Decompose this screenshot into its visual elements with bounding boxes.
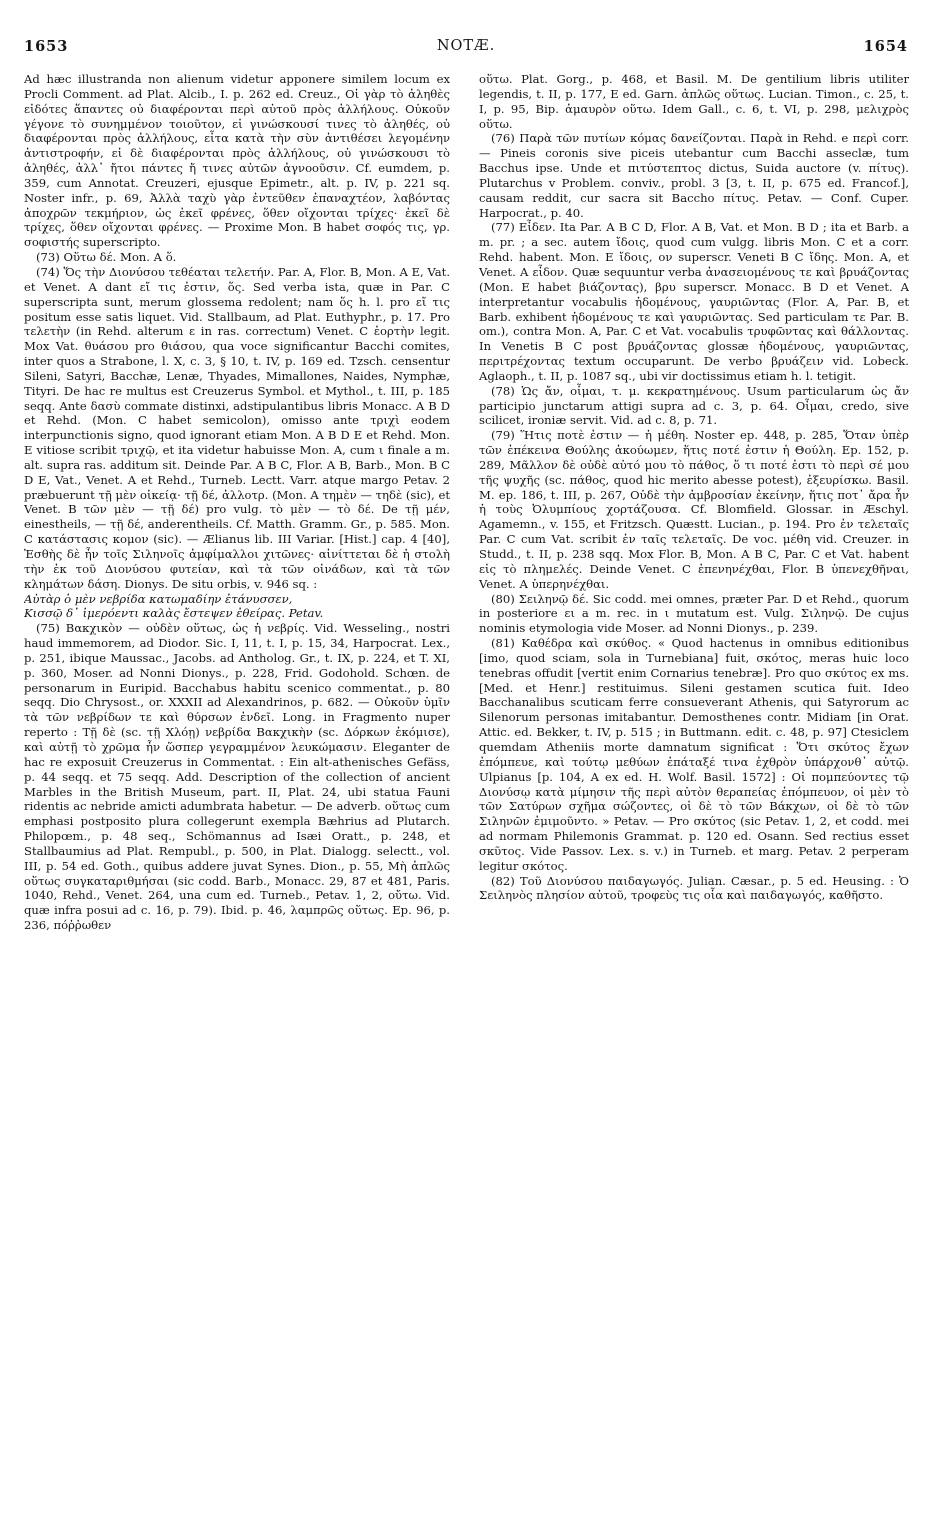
note-76: (76) Παρὰ τῶν πυτίων κόμας δανείζονται. Παρὰ in Rehd. e περὶ corr. — Pineis coronis sive piceis utebantur cum Bacchi asseclæ, tum Bacchus ipse. Unde et πιτύστεπτος dictus, Suida auctore (v. πίτυς). Plutarchus v Problem. conviv., probl. 3 [3, t. II, p. 675 ed. Francof.], causam reddit, cur sacra sit Baccho πίτυς. Petav. — Conf. Cuper. Harpocrat., p. 40. (479, 131, 909, 220)
running-title: NOTÆ. (436, 38, 496, 54)
note-paragraph: οὕτω. Plat. Gorg., p. 468, et Basil. M. De gentilium libris utiliter legendis, t. II, p. 177, E ed. Garn. ἁπλῶς οὕτως. Lucian. Timon., c. 25, t. I, p. 95, Bip. ἀμαυρὸν οὕτω. Idem Gall., c. 6, t. VI, p. 298, μελιχρὸς οὕτω. (479, 72, 909, 131)
note-74: (74) Ὅς τὴν Διονύσου τεθέαται τελετήν. Par. A, Flor. B, Mon. A E, Vat. et Venet. A dant εἴ τις ἐστιν, ὅς. Sed verba ista, quæ in Par. C superscripta sunt, merum glossema redolent; nam ὅς h. l. pro εἴ τις positum esse satis liquet. Vid. Stallbaum, ad Plat. Euthyphr., p. 17. Pro τελετὴν (in Rehd. alterum ε in ras. correctum) Venet. C ἑορτὴν legit. Mox Vat. θυάσου pro θιάσου, qua voce significantur Bacchi comites, inter quos a Strabone, l. X, c. 3, § 10, t. IV, p. 169 ed. Tzsch. censentur Sileni, Satyri, Bacchæ, Lenæ, Thyades, Mimallones, Naides, Nymphæ, Tityri. De hac re multus est Creuzerus Symbol. et Mythol., t. III, p. 185 seqq. Ante δασὺ commate distinxi, adstipulantibus libris Monacc. A B D et Rehd. (Mon. C habet semicolon), omisso ante τριχὶ eodem interpunctionis signo, quod ignorant etiam Mon. A B D E et Rehd. Mon. E vitiose scribit τριχῷ, et ita videtur habuisse Mon. A, cum ι finale a m. alt. supra ras. additum sit. Deinde Par. A B C, Flor. A B, Barb., Mon. B C D E, Vat., Venet. A et Rehd., Turneb. Lectt. Varr. atque margo Petav. 2 præbuerunt τῇ μὲν οἰκείᾳ· τῇ δέ, ἀλλοτρ. (Mon. A τημὲν — τηδὲ (sic), et Venet. B τῶν μὲν — τῇ δέ) pro vulg. τὸ μὲν — τὸ δέ. De τῇ μέν, einestheils, — τῇ δέ, anderentheils. Cf. Matth. Gramm. Gr., p. 585. Mon. C κατάστασις κομον (sic). — Ælianus lib. III Variar. [Hist.] cap. 4 [40], Ἐσθὴς δὲ ἦν τοῖς Σιληνοῖς ἀμφίμαλλοι χιτῶνες· αἰνίττεται δὲ ἡ στολὴ τὴν ἐκ τοῦ Διονύσου φυτείαν, καὶ τὰ τῶν οἰνάδων, καὶ τὰ τῶν κλημάτων δάση. Dionys. De situ orbis, v. 946 sq. : (24, 264, 450, 591)
left-page-number: 1653 (24, 38, 69, 55)
note-77: (77) Εἶδεν. Ita Par. A B C D, Flor. A B, Vat. et Mon. B D ; ita et Barb. a m. pr. ; a sec. autem ἴδοις, quod cum vulgg. libris Mon. C et a corr. Rehd. habent. Mon. E ἴδοις, ον superscr. Veneti B C ἴδης. Mon. A, et Venet. A εἶδον. Quæ sequuntur verba ἀνασειομένους τε καὶ βρυάζοντας (Mon. E habet βιάζοντας), βρυ superscr. Monacc. B D et Venet. A interpretantur vocabulis ἡδομένους, γαυριῶντας (Flor. A, Par. B, et Barb. exhibent ἡδομένους τε καὶ γαυριῶντας. Sed particulam τε Par. B. om.), contra Mon. A, Par. C et Vat. vocabulis τρυφῶντας καὶ θάλλοντας. In Venetis B C post βρυάζοντας glossæ ἡδομένους, γαυριῶντας, περιτρέχοντας textum occuparunt. De verbo βρυάζειν vid. Lobeck. Aglaoph., t. II, p. 1087 sq., ubi vir doctissimus etiam h. l. tetigit. (479, 220, 909, 383)
note-80: (80) Σειληνῷ δέ. Sic codd. mei omnes, præter Par. D et Rehd., quorum in posteriore ει a m. rec. in ι mutatum est. Vulg. Σιληνῷ. De cujus nominis etymologia vide Moser. ad Nonni Dionys., p. 239. (479, 591, 909, 636)
running-header (24, 38, 908, 58)
note-75: (75) Βακχικὸν — οὐδὲν οὕτως, ὡς ἡ νεβρίς. Vid. Wesseling., nostri haud immemorem, ad Diodor. Sic. I, 11, t. I, p. 15, 34, Harpocrat. Lex., p. 251, ibique Maussac., Jacobs. ad Antholog. Gr., t. IX, p. 224, et T. XI, p. 360, Moser. ad Nonni Dionys., p. 228, Frid. Godohold. Schœn. de personarum in Euripid. Bacchabus habitu scenico commentat., p. 80 seqq. Dio Chrysost., or. XXXII ad Alexandrinos, p. 682. — Οὐκοῦν ὑμῖν τὰ τῶν νεβρίδων τε καὶ θύρσων ἐνδεῖ. Long. in Fragmento nuper reperto : Τῇ δὲ (sc. τῇ Χλόῃ) νεβρίδα Βακχικὴν (sc. Δόρκων ἐκόμισε), καὶ αὐτῇ τὸ χρῶμα ἦν ὥσπερ γεγραμμένον λευκώμασιν. Eleganter de hac re exposuit Creuzerus in Commentat. : Ein alt-athenisches Gefäss, p. 44 seqq. et 75 seqq. Add. Description of the collection of ancient Marbles in the British Museum, part. II, Plat. 24, ubi statua Fauni ridentis ac nebride amicti adumbrata habetur. — De adverb. οὕτως cum emphasi postposito plura collegerunt exempla Bæhrius ad Plutarch. Philopœm., p. 48 seq., Schömannus ad Isæi Oratt., p. 248, et Stallbaumius ad Plat. Rempubl., p. 500, in Plat. Dialogg. selectt., vol. III, p. 54 ed. Goth., quibus addere juvat Synes. Dion., p. 55, Μὴ ἁπλῶς οὕτως συγκαταριθμήσαι (sic codd. Barb., Monacc. 29, 87 et 481, Paris. 1040, Rehd., Venet. 264, una cum ed. Turneb., Petav. 1, 2, οὔτω. Vid. quæ infra posui ad c. 16, p. 79). Ibid. p. 46, λαμπρῶς οὕτως. Ep. 96, p. 236, πόῤῥωθεν (24, 621, 450, 933)
note-79: (79) Ἥτις ποτὲ ἐστιν — ἡ μέθη. Noster ep. 448, p. 285, Ὅταν ὑπὲρ τῶν ἐπέκεινα Θούλης ἀκούωμεν, ἥτις ποτέ ἐστιν ἡ Θούλη. Ep. 152, p. 289, Μᾶλλον δὲ οὐδὲ αὐτό μου τὸ πάθος, ὅ τι ποτέ ἐστι τὸ περὶ σέ μου τῆς ψυχῆς (sc. πάθος, quod hic merito abesse potest), ἐξευρίσκω. Basil. M. ep. 186, t. III, p. 267, Οὐδὲ τὴν ἀμβροσίαν ἐκείνην, ἥτις ποτ᾽ ἄρα ἦν ἡ τοὺς Ὀλυμπίους χορτάζουσα. Cf. Blomfield. Glossar. in Æschyl. Agamemn., v. 155, et Fritzsch. Quæstt. Lucian., p. 194. Pro ἐν τελεταῖς Par. C cum Vat. scribit ἐν ταῖς τελεταῖς. De voc. μέθη vid. Creuzer. in Studd., t. II, p. 238 sqq. Mox Flor. B, Mon. A B C, Par. C et Vat. habent εἰς τὸ πλημελές. Deinde Venet. C ἐπενηνέχθαι, Flor. B ὑπενεχθῆναι, Venet. A ὑπερηνέχθαι. (479, 428, 909, 591)
note-78: (78) Ὡς ἄν, οἶμαι, τ. μ. κεκρατημένους. Usum particularum ὡς ἄν participio junctarum attigi supra ad c. 3, p. 64. Οἶμαι, credo, sive scilicet, ironiæ servit. Vid. ad c. 8, p. 71. (479, 383, 909, 428)
verse-line: Αὐτὰρ ὁ μὲν νεβρίδα κατωμαδίην ἐτάνυσσεν, (24, 591, 293, 606)
verse-line: Κισσῷ δ᾽ ἱμερόεντι καλὰς ἔστεψεν ἐθείρας. Petav. (24, 606, 324, 621)
note-paragraph: Ad hæc illustranda non alienum videtur apponere similem locum ex Procli Comment. ad Plat. Alcib., I. p. 262 ed. Creuz., Οἱ γὰρ τὸ ἀληθὲς εἰδότες ἅπαντες οὐ διαφέρονται περὶ αὐτοῦ πρὸς ἀλλήλους. Οὐκοῦν γέγονε τὸ συνημμένον τοιοῦτον, εἰ γινώσκουσί τινες τὸ ἀληθές, οὐ διαφέρονται πρὸς ἀλλήλους, εἶτα κατὰ τὴν σὺν ἀντιθέσει λεγομένην ἀντιστροφήν, εἰ δὲ διαφέρονται πρὸς ἀλλήλους, οὐ γινώσκουσι τὸ ἀληθές, ἀλλ᾽ ἤτοι πάντες ἤ τινες αὐτῶν ἀγνοοῦσιν. Cf. eumdem, p. 359, cum Annotat. Creuzeri, ejusque Epimetr., alt. p. IV, p. 221 sq. Noster infr., p. 69, Ἀλλὰ ταχὺ γὰρ ἐντεῦθεν ἐπαναχτέον, λαβόντας ἀποχρῶν τεκμήριον, ὡς ἐκεῖ φρένες, ὅθεν οἴχονται τρίχες· ἐκεῖ δὲ τρίχες, ὅθεν οἴχονται φρένες. — Proxime Mon. B habet σοφός τις, γρ. σοφιστής superscripto. (24, 72, 450, 250)
right-column (479, 72, 909, 1532)
right-page-number: 1654 (863, 38, 908, 55)
left-column (24, 72, 450, 1532)
note-81: (81) Καθέδρα καὶ σκύθος. « Quod hactenus in omnibus editionibus [imo, quod sciam, sola in Turnebiana] fuit, σκότος, meras huic loco tenebras offudit [vertit enim Cornarius tenebræ]. Pro quo σκύτος ex ms. [Med. et Henr.] restituimus. Sileni gestamen scutica fuit. Ideo Bacchanalibus scuticam ferre consueverant Athenis, qui Satyrorum ac Silenorum personas imitabantur. Demosthenes contr. Midiam [in Orat. Attic. ed. Bekker, t. IV, p. 515 ; in Buttmann. edit. c. 48, p. 97] Ctesiclem quemdam Atheniis morte damnatum significat : Ὅτι σκύτος ἔχων ἐπόμπευε, καὶ τούτῳ μεθύων ἐπάταξέ τινα ἐχθρὸν ὑπάρχονθ᾽ αὐτῷ. Ulpianus [p. 104, A ex ed. H. Wolf. Basil. 1572] : Οἱ πομπεύοντες τῷ Διονύσῳ κατὰ μίμησιν τῆς περὶ αὐτὸν θεραπείας ἐπόμπευον, οἱ μὲν τὸ τῶν Σατύρων σχῆμα σώζοντες, οἱ δὲ τὸ τῶν Βάκχων, οἱ δὲ τὸ τῶν Σιληνῶν ἐμιμοῦντο. » Petav. — Pro σκύτος (sic Petav. 1, 2, et codd. mei ad normam Philemonis Grammat. p. 120 ed. Osann. Sed rectius esset σκῦτος. Vide Passov. Lex. s. v.) in Turneb. et marg. Petav. 2 perperam legitur σκότος. (479, 636, 909, 873)
note-82: (82) Τοῦ Διονύσου παιδαγωγός. Julian. Cæsar., p. 5 ed. Heusing. : Ὁ Σειληνὸς πλησίον αὐτοῦ, τροφεὺς τις οἷα καὶ παιδαγωγός, καθῆστο. (479, 873, 909, 903)
note-73: (73) Οὕτω δέ. Mon. A ὅ. (36, 250, 177, 265)
